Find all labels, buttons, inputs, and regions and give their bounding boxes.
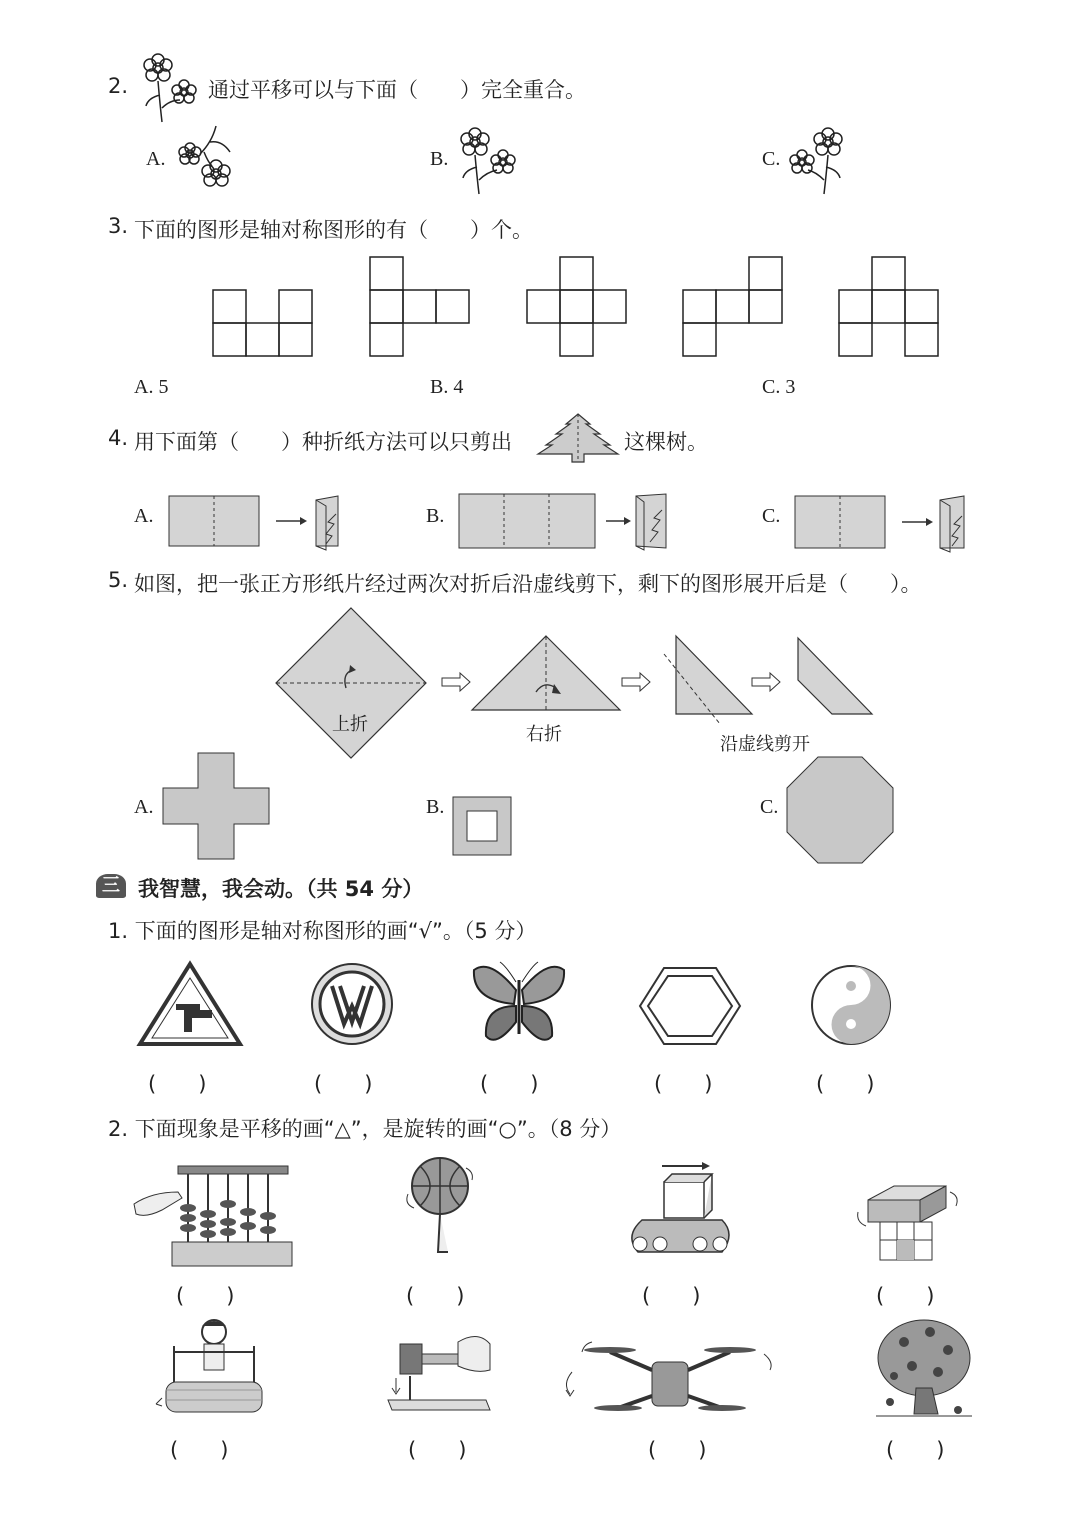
q3-text: 下面的图形是轴对称图形的有（ ）个。: [134, 218, 533, 242]
square-frame-option[interactable]: [452, 796, 512, 856]
vw-logo-icon: [310, 962, 394, 1046]
q3-option-c[interactable]: C. 3: [762, 376, 796, 398]
cut-label: 沿虚线剪开: [720, 734, 810, 755]
cross-shape-option[interactable]: [162, 752, 270, 860]
p3-q2-blank-2[interactable]: ( ): [406, 1284, 465, 1308]
section-three-title: 我智慧，我会动。（共 54 分）: [138, 877, 424, 901]
q2-option-b-label[interactable]: B.: [430, 148, 449, 170]
grid-shape-2: [369, 256, 471, 358]
fold-method-b[interactable]: [458, 492, 698, 552]
treadmill-boy-icon: [154, 1316, 272, 1420]
q5-option-b-label[interactable]: B.: [426, 796, 445, 818]
q4-text-before: 用下面第（ ）种折纸方法可以只剪出: [134, 430, 512, 454]
p3-q1-blank-2[interactable]: ( ): [314, 1072, 373, 1096]
p3-q1-blank-5[interactable]: ( ): [816, 1072, 875, 1096]
butterfly-icon: [470, 960, 568, 1048]
fold-method-c[interactable]: [794, 494, 994, 552]
hexagon-icon: [638, 966, 742, 1046]
p3-q2-text: 2. 下面现象是平移的画“△”，是旋转的画“○”。（8 分）: [108, 1117, 622, 1141]
flower-option-a-icon[interactable]: [172, 122, 238, 194]
hammer-nail-icon: [386, 1330, 494, 1422]
tree-shape-icon: [536, 412, 620, 464]
q5-number: 5.: [108, 568, 129, 592]
conveyor-box-icon: [622, 1158, 738, 1258]
octagon-option[interactable]: [786, 756, 894, 864]
grid-shape-1: [212, 288, 314, 358]
p3-q2-blank-7[interactable]: ( ): [648, 1438, 707, 1462]
fold-right-label: 右折: [526, 724, 562, 745]
q3-option-a[interactable]: A. 5: [134, 376, 169, 398]
spinning-ball-icon: [400, 1156, 476, 1256]
q5-option-c-label[interactable]: C.: [760, 796, 779, 818]
p3-q2-blank-4[interactable]: ( ): [876, 1284, 935, 1308]
q2-option-a-label[interactable]: A.: [146, 148, 166, 170]
q4-option-b-label[interactable]: B.: [426, 505, 445, 527]
flower-reference-icon: [140, 50, 200, 125]
yin-yang-icon: [810, 964, 892, 1046]
q3-number: 3.: [108, 214, 129, 238]
p3-q2-blank-5[interactable]: ( ): [170, 1438, 229, 1462]
p3-q2-blank-1[interactable]: ( ): [176, 1284, 235, 1308]
fold-method-a[interactable]: [168, 494, 368, 550]
grid-shape-3: [526, 256, 628, 358]
q3-option-b[interactable]: B. 4: [430, 376, 464, 398]
apple-tree-icon: [868, 1318, 978, 1422]
q2-text: 通过平移可以与下面（ ）完全重合。: [208, 78, 586, 102]
section-three-icon: 三: [96, 874, 126, 898]
q2-option-c-label[interactable]: C.: [762, 148, 781, 170]
q4-option-a-label[interactable]: A.: [134, 505, 154, 527]
q4-text-after: 这棵树。: [624, 430, 708, 454]
p3-q1-blank-3[interactable]: ( ): [480, 1072, 539, 1096]
q2-number: 2.: [108, 74, 129, 98]
q4-option-c-label[interactable]: C.: [762, 505, 781, 527]
flower-option-c-icon[interactable]: [788, 122, 850, 197]
road-sign-icon: [138, 962, 242, 1046]
drone-icon: [552, 1336, 788, 1420]
q5-text: 如图，把一张正方形纸片经过两次对折后沿虚线剪下，剩下的图形展开后是（ ）。: [134, 572, 922, 596]
abacus-icon: [132, 1164, 298, 1270]
p3-q2-blank-6[interactable]: ( ): [408, 1438, 467, 1462]
q4-number: 4.: [108, 426, 129, 450]
p3-q1-blank-4[interactable]: ( ): [654, 1072, 713, 1096]
grid-shape-5: [838, 256, 940, 358]
fold-up-label: 上折: [332, 714, 368, 735]
q5-option-a-label[interactable]: A.: [134, 796, 154, 818]
p3-q1-text: 1. 下面的图形是轴对称图形的画“√”。（5 分）: [108, 919, 537, 943]
rubiks-cube-icon: [856, 1182, 970, 1262]
p3-q2-blank-8[interactable]: ( ): [886, 1438, 945, 1462]
p3-q2-blank-3[interactable]: ( ): [642, 1284, 701, 1308]
p3-q1-blank-1[interactable]: ( ): [148, 1072, 207, 1096]
grid-shape-4: [682, 256, 784, 358]
flower-option-b-icon[interactable]: [455, 122, 520, 197]
